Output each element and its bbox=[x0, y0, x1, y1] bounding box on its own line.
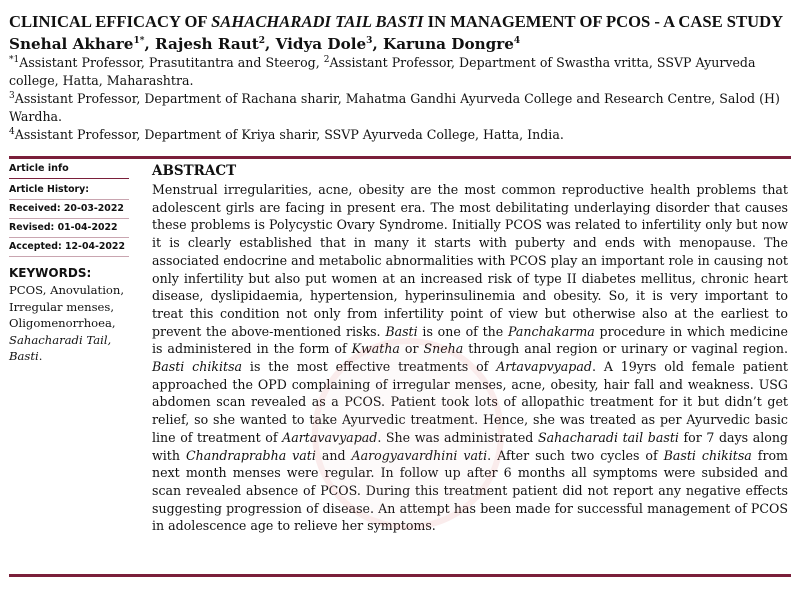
abstract-text: from next month menses were regular. In follow up after 6 months all symptoms were subsided and scan revealed absence of PCOS. During this treatment patient did not report any negative effects suggesting progression of disease. An attempt has been made for successful management of PCOS in adolescence age to relieve her symptoms. bbox=[152, 447, 788, 534]
author: Vidya Dole$^3$, bbox=[275, 35, 384, 53]
title-suffix: IN MANAGEMENT OF PCOS - A CASE STUDY bbox=[423, 12, 784, 31]
affiliation-1-2: $^{*1}$Assistant Professor, Prasutitantra and Steerog, $^2$Assistant Professor, Department of Swastha vritta, SSVP Ayurveda college, Hatta, Maharashtra. bbox=[9, 54, 756, 88]
abstract-text: procedure in which medicine is administered in the form of bbox=[152, 323, 788, 357]
accepted-date: Accepted: 12-04-2022 bbox=[9, 238, 129, 257]
abstract-italic-term: Basti bbox=[385, 323, 418, 339]
author-list bbox=[9, 34, 791, 54]
revised-date: Revised: 01-04-2022 bbox=[9, 219, 129, 238]
keywords-heading: KEYWORDS: bbox=[9, 266, 92, 280]
history-label: Article History: bbox=[9, 181, 129, 200]
abstract-italic-term: Sneha bbox=[423, 341, 464, 357]
abstract-body bbox=[152, 181, 788, 535]
received-date: Received: 20-03-2022 bbox=[9, 200, 129, 219]
abstract-text: through anal region or urinary or vaginal region. bbox=[463, 341, 789, 357]
abstract-text: is one of the bbox=[417, 323, 508, 339]
abstract-italic-term: Basti chikitsa bbox=[663, 447, 752, 463]
abstract-italic-term: Aarogyavardhini vati bbox=[351, 447, 488, 463]
abstract-italic-term: Kwatha bbox=[351, 341, 400, 357]
abstract-text: and bbox=[315, 447, 352, 463]
abstract-text: . She was administrated bbox=[377, 429, 538, 445]
bottom-divider bbox=[9, 574, 791, 577]
affiliation-4: $^4$Assistant Professor, Department of Kriya sharir, SSVP Ayurveda College, Hatta, India. bbox=[9, 126, 564, 142]
abstract-section bbox=[152, 162, 788, 535]
affiliations bbox=[9, 54, 791, 144]
author: Snehal Akhare$^{1*}$, bbox=[9, 35, 156, 53]
abstract-heading: ABSTRACT bbox=[152, 163, 237, 179]
abstract-italic-term: Panchakarma bbox=[507, 323, 595, 339]
abstract-text: is the most effective treatments of bbox=[242, 359, 497, 375]
keywords-list: PCOS, Anovulation, Irregular menses, Oligomenorrhoea, Sahacharadi Tail, Basti. bbox=[9, 283, 125, 363]
paper-title bbox=[9, 8, 791, 32]
top-divider bbox=[9, 156, 791, 159]
abstract-text: . A 19yrs old female patient approached the OPD complaining of irregular menses, acne, obesity, hair fall and weakness. USG abdomen scan revealed as a PCOS. Patient took lots of allopathic treatment for it but didn’t get relief, so she wanted to take Ayurvedic treatment. Hence, she was treated as per Ayurvedic basic line of treatment of bbox=[152, 359, 788, 445]
abstract-italic-term: Sahacharadi tail basti bbox=[537, 429, 679, 445]
article-info-heading: Article info bbox=[9, 162, 129, 179]
author: Rajesh Raut$^2$, bbox=[155, 35, 276, 53]
title-prefix: CLINICAL EFFICACY OF bbox=[9, 12, 212, 31]
paper-page bbox=[9, 8, 791, 534]
abstract-italic-term: Chandraprabha vati bbox=[185, 447, 316, 463]
article-info-sidebar bbox=[9, 162, 129, 365]
abstract-text: or bbox=[399, 341, 424, 357]
abstract-text: . After such two cycles of bbox=[487, 447, 664, 463]
author: Karuna Dongre$^4$ bbox=[383, 35, 521, 53]
abstract-italic-term: Artavapvyapad bbox=[496, 359, 592, 375]
abstract-text: for 7 days along with bbox=[152, 429, 788, 463]
article-history bbox=[9, 179, 129, 257]
affiliation-3: $^3$Assistant Professor, Department of Rachana sharir, Mahatma Gandhi Ayurveda College and Research Centre, Salod (H) Wardha. bbox=[9, 90, 780, 124]
title-italic: SAHACHARADI TAIL BASTI bbox=[211, 12, 424, 31]
abstract-italic-term: Basti chikitsa bbox=[152, 359, 243, 375]
abstract-italic-term: Aartavavyapad bbox=[282, 429, 378, 445]
abstract-text: Menstrual irregularities, acne, obesity are the most common reproductive health problems that adolescent girls are facing in present era. The most debilitating underlaying disorder that causes these problems is Polycystic Ovary Syndrome. Initially PCOS was related to infertility only but now it is clearly established that in many it starts with puberty and ends with menopause. The associated endocrine and metabolic abnormalities with PCOS play an important role in causing not only infertility but also put women at an increased risk of type II diabetes mellitus, chronic heart disease, dyslipidaemia, hypertension, hyperinsulinemia and obesity. So, it is very important to treat this condition not only from infertility point of view but otherwise also at the earliest to prevent the above-mentioned risks. bbox=[152, 182, 788, 339]
